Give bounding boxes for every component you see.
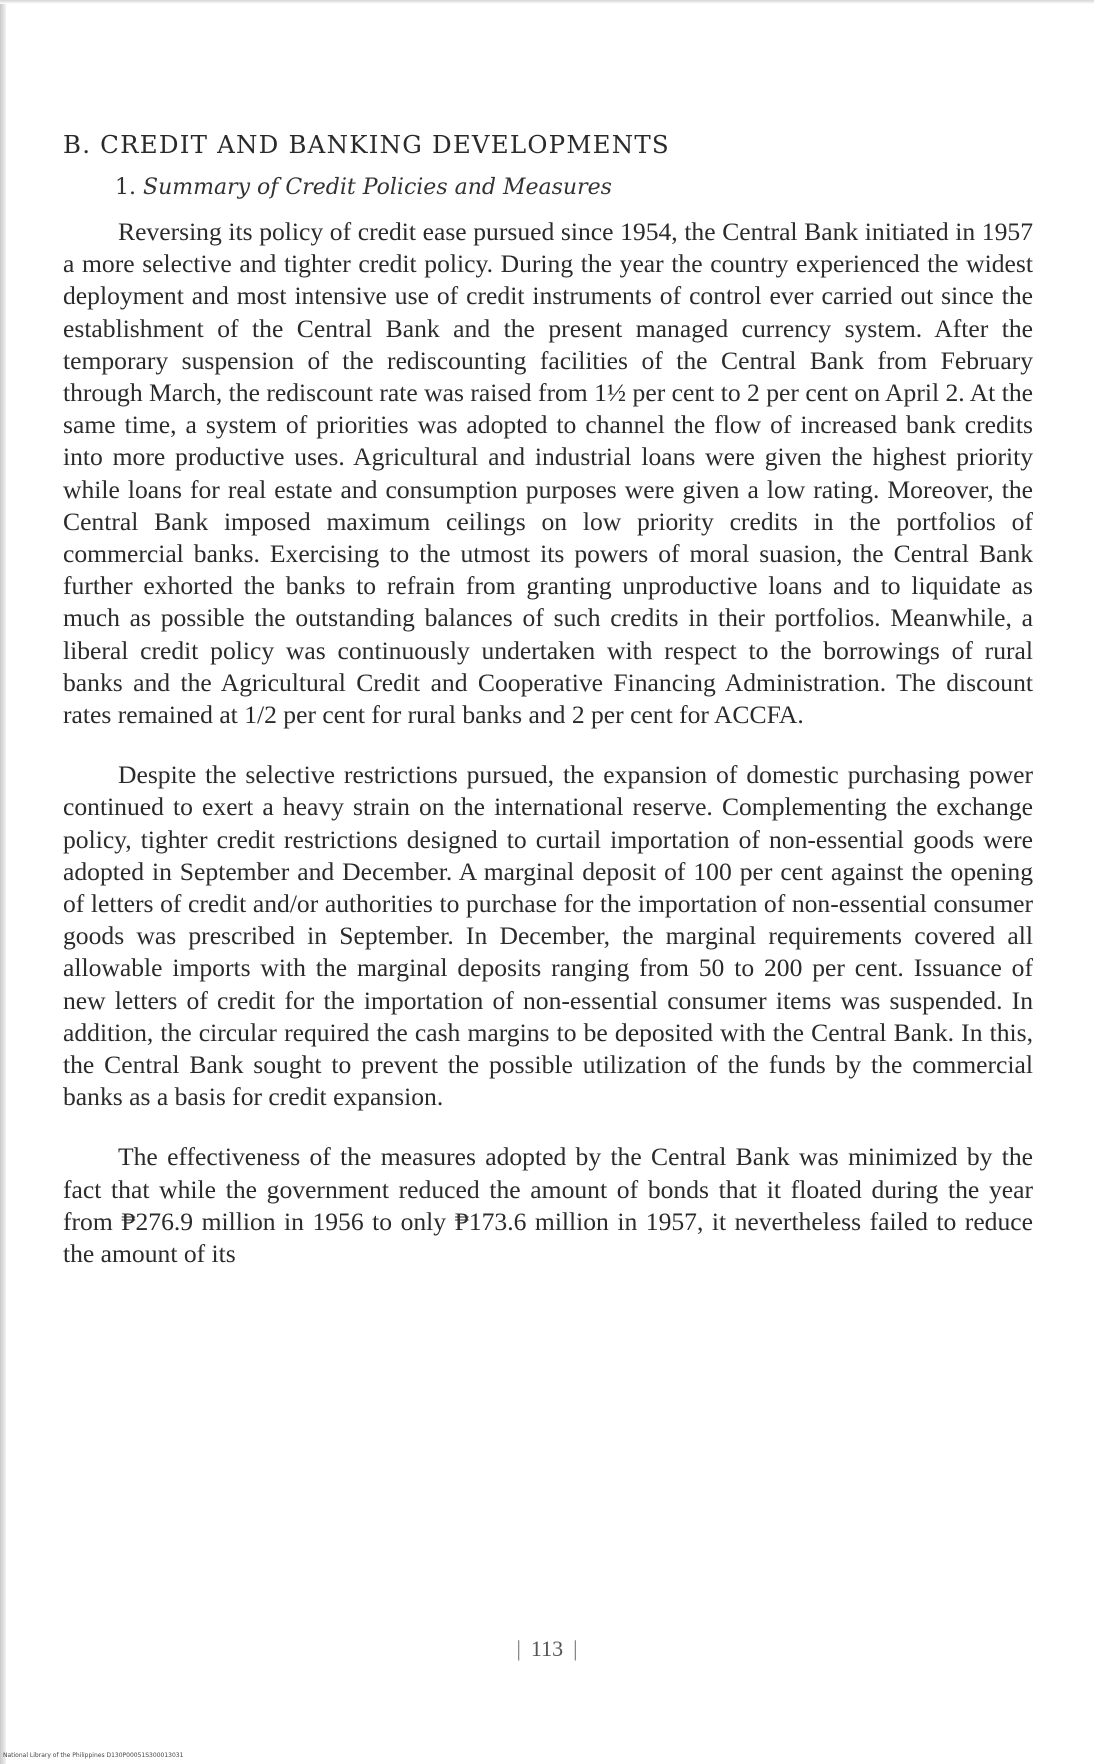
subsection-title: Summary of Credit Policies and Measures (143, 175, 612, 200)
paragraph-2: Despite the selective restrictions pursued, the expansion of domestic purchasing power continued to exert a heavy strain on the international reserve. Complementing the exchange policy, tighter credit restrictions designed to curtail importation of non-essential goods were adopted in September and December. A marginal deposit of 100 per cent against the opening of letters of credit and/or authorities to purchase for the importation of non-essential consumer goods was prescribed in September. In December, the marginal requirements covered all allowable imports with the marginal deposits ranging from 50 to 200 per cent. Issuance of new letters of credit for the importation of non-essential consumer items was suspended. In addition, the circular required the cash margins to be deposited with the Central Bank. In this, the Central Bank sought to prevent the possible utilization of the funds by the commercial banks as a basis for credit expansion. (63, 760, 1033, 1112)
page-number (0, 1636, 1094, 1662)
subsection-number: 1. (115, 175, 136, 200)
paragraph-3: The effectiveness of the measures adopted by the Central Bank was minimized by the fact that while the government reduced the amount of bonds that it floated during the year from ₱276.9 million in 1956 to only ₱173.6 million in 1957, it nevertheless failed to reduce the amount of its (63, 1142, 1033, 1269)
scan-edge (0, 0, 6, 1764)
scan-edge-top (0, 0, 1094, 4)
page-body (63, 130, 1033, 1298)
subsection-heading (115, 175, 1033, 200)
section-heading: B. CREDIT AND BANKING DEVELOPMENTS (63, 130, 670, 159)
folio-bar-right: | (573, 1636, 578, 1661)
scan-credit: National Library of the Philippines D130P00051S300013031 (3, 1752, 184, 1759)
paragraph-1: Reversing its policy of credit ease pursued since 1954, the Central Bank initiated in 1957 a more selective and tighter credit policy. During the year the country experienced the widest deployment and most intensive use of credit instruments of control ever carried out since the establishment of the Central Bank and the present managed currency system. After the temporary suspension of the rediscounting facilities of the Central Bank from February through March, the rediscount rate was raised from 1½ per cent to 2 per cent on April 2. At the same time, a system of priorities was adopted to channel the flow of increased bank credits into more productive uses. Agricultural and industrial loans were given the highest priority while loans for real estate and consumption purposes were given a low rating. Moreover, the Central Bank imposed maximum ceilings on low priority credits in the portfolios of commercial banks. Exercising to the utmost its powers of moral suasion, the Central Bank further exhorted the banks to refrain from granting unproductive loans and to liquidate as much as possible the outstanding balances of such credits in their portfolios. Meanwhile, a liberal credit policy was continuously undertaken with respect to the borrowings of rural banks and the Agricultural Credit and Cooperative Financing Administration. The discount rates remained at 1/2 per cent for rural banks and 2 per cent for ACCFA. (63, 217, 1033, 730)
folio-bar-left: | (516, 1636, 521, 1661)
page-number-text: 113 (530, 1636, 564, 1661)
